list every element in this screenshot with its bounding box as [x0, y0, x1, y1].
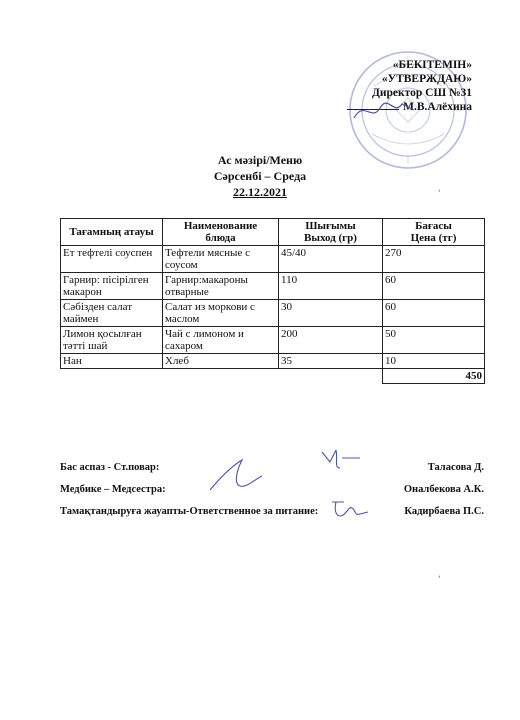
dish-price: 270: [383, 246, 485, 273]
signature-role: Медбике – Медсестра:: [60, 484, 166, 495]
menu-table: [60, 218, 485, 384]
dish-name-kz: Нан: [61, 354, 163, 369]
dish-name-ru: Хлеб: [163, 354, 279, 369]
header-name-ru: Наименование блюда: [163, 219, 279, 246]
table-row: [61, 273, 485, 300]
dish-yield: 45/40: [279, 246, 383, 273]
menu-day: Сәрсенбі – Среда: [213, 169, 307, 183]
signature-row-chef: [60, 462, 484, 478]
signature-person: Кадирбаева П.С.: [404, 506, 484, 517]
dish-price: 60: [383, 300, 485, 327]
chef-signature: [318, 446, 364, 472]
header-yield: Шығымы Выход (гр): [279, 219, 383, 246]
dish-name-ru: Чай с лимоном и сахаром: [163, 327, 279, 354]
signature-person: Оналбекова А.К.: [403, 484, 484, 495]
header-name-kz: Тағамның атауы: [61, 219, 163, 246]
table-row: [61, 354, 485, 369]
table-row: [61, 300, 485, 327]
dish-yield: 200: [279, 327, 383, 354]
total-spacer: [61, 369, 383, 384]
menu-date: 22.12.2021: [233, 185, 287, 199]
approval-director: Директор СШ №31: [371, 87, 472, 99]
dish-yield: 35: [279, 354, 383, 369]
header-price: Бағасы Цена (тг): [383, 219, 485, 246]
dish-yield: 110: [279, 273, 383, 300]
table-header-row: [61, 219, 485, 246]
menu-title-block: [0, 152, 520, 200]
director-signature: [350, 96, 420, 126]
dish-name-ru: Гарнир:макароны отварные: [163, 273, 279, 300]
table-row: [61, 327, 485, 354]
dish-price: 50: [383, 327, 485, 354]
table-total-row: [61, 369, 485, 384]
signature-role: Тамақтандыруға жауапты-Ответственное за питание:: [60, 506, 319, 517]
dish-name-kz: Ет тефтелі соуспен: [61, 246, 163, 273]
approval-kz: «БЕКІТЕМІН»: [392, 59, 472, 71]
dish-name-ru: Салат из моркови с маслом: [163, 300, 279, 327]
scan-mark: ‘: [438, 188, 441, 197]
signature-row-nurse: [60, 484, 484, 500]
approval-ru: «УТВЕРЖДАЮ»: [381, 73, 472, 85]
dish-price: 10: [383, 354, 485, 369]
dish-name-kz: Лимон қосылған тәтті шай: [61, 327, 163, 354]
table-row: [61, 246, 485, 273]
dish-name-kz: Гарнир: пісірілген макарон: [61, 273, 163, 300]
dish-name-kz: Сәбізден салат маймен: [61, 300, 163, 327]
total-price: 450: [383, 369, 485, 384]
dish-name-ru: Тефтели мясные с соусом: [163, 246, 279, 273]
signature-person: Таласова Д.: [427, 462, 484, 473]
dish-yield: 30: [279, 300, 383, 327]
scan-mark: ‘: [438, 574, 441, 583]
signature-row-responsible: [60, 506, 484, 522]
signature-role: Бас аспаз - Ст.повар:: [60, 462, 160, 473]
dish-price: 60: [383, 273, 485, 300]
approval-director-name: М.В.Алёхина: [403, 101, 472, 113]
responsible-signature: [328, 496, 372, 520]
menu-title: Ас мәзірі/Меню: [217, 153, 303, 167]
nurse-signature: [206, 456, 266, 496]
